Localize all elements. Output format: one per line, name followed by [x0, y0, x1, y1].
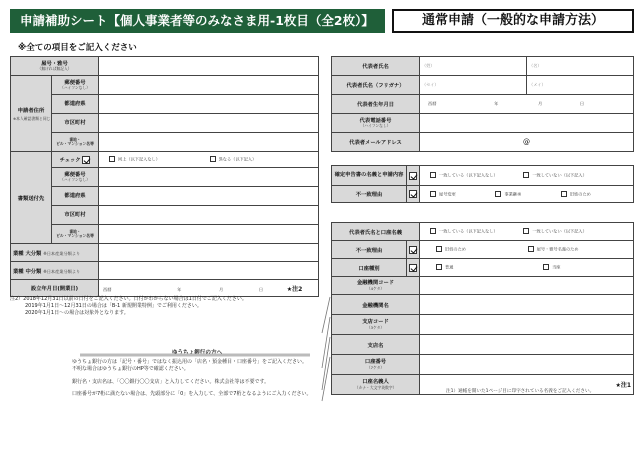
footnote-line: 2019年1月1日～12月31日の場合は「B-1 新規開業特例」でご利用ください。: [10, 303, 202, 309]
note2-marker: ★注2: [286, 285, 303, 293]
tax-mismatch-label: 不一致理由: [332, 186, 407, 203]
reason-trade-name-checkbox[interactable]: [430, 191, 436, 197]
bank-match-no-checkbox[interactable]: [523, 228, 529, 234]
rep-email-field[interactable]: @: [420, 133, 634, 152]
mailing-building-field[interactable]: [99, 225, 319, 244]
account-type-options: 普通 当座: [420, 259, 634, 277]
industry-major-field[interactable]: [99, 244, 319, 262]
different-checkbox[interactable]: [210, 156, 216, 162]
applicant-postal-label: 郵便番号 （ハイフンなし）: [52, 76, 99, 95]
bank-code-field[interactable]: [420, 277, 634, 295]
rep-mei-field[interactable]: （名）: [527, 57, 634, 76]
applicant-address-group: 申請者住所 ※本人確認書類と同じ: [11, 76, 52, 152]
mailing-building-label: 番地・ ビル・マンション名等: [52, 225, 99, 244]
mailing-check-options: [99, 152, 319, 168]
check-icon: [409, 190, 417, 198]
bank-mismatch-label: 不一致理由: [332, 241, 407, 259]
applicant-prefecture-label: 都道府県: [52, 95, 99, 114]
same-option-label: 同上（以下記入なし）: [118, 156, 160, 162]
rep-email-label: 代表者メールアドレス: [332, 133, 420, 152]
check-icon: [409, 172, 417, 180]
tax-match-no-checkbox[interactable]: [523, 172, 529, 178]
account-number-label: 口座番号 （7ケタ）: [332, 355, 420, 375]
industry-middle-label: 業種 中分類 ※日本産業分類より: [11, 262, 99, 280]
tax-match-label: 確定申告書の名義と申請内容: [332, 166, 407, 186]
bank-match-yes-checkbox[interactable]: [430, 228, 436, 234]
rep-phone-field[interactable]: [420, 114, 634, 133]
applicant-prefecture-field[interactable]: [99, 95, 319, 114]
branch-name-field[interactable]: [420, 335, 634, 355]
applicant-city-field[interactable]: [99, 114, 319, 133]
trade-name-label: 屋号・雅号 （無ければ無記入）: [11, 57, 99, 76]
account-holder-label: 口座名義人 （カナ・大文字英数字）: [332, 375, 420, 395]
note1-text: 注1）通帳を開いた1ページ目に印字されている名義をご記入ください。: [446, 389, 595, 394]
connector-line: [322, 357, 330, 401]
industry-middle-field[interactable]: [99, 262, 319, 280]
bank-name-field[interactable]: [420, 295, 634, 315]
established-date-field[interactable]: 西暦 年 月 日 ★注2: [99, 280, 319, 297]
rep-mei-kana-field[interactable]: （メイ）: [527, 76, 634, 95]
account-type-ordinary-checkbox[interactable]: [436, 264, 442, 270]
applicant-building-label: 番地・ ビル・マンション名等: [52, 133, 99, 152]
established-date-label: 設立年月日(開業日): [11, 280, 99, 297]
account-type-current-checkbox[interactable]: [543, 264, 549, 270]
connector-line: [322, 317, 330, 368]
applicant-city-label: 市区町村: [52, 114, 99, 133]
check-icon: [409, 264, 417, 272]
tax-mismatch-check: [407, 186, 420, 203]
mailing-postal-label: 郵便番号 （ハイフンなし）: [52, 168, 99, 187]
industry-major-label: 業種 大分類 ※日本産業分類より: [11, 244, 99, 262]
representative-table: [331, 56, 634, 152]
mailing-check-label: チェック: [52, 152, 99, 168]
left-form-table: [10, 56, 319, 297]
check-icon: [409, 246, 417, 254]
reason-succession-checkbox[interactable]: [495, 191, 501, 197]
trade-name-field[interactable]: [99, 57, 319, 76]
yucho-line: 不明な場合はゆうちょ銀行のHP等で確認ください。: [72, 366, 189, 373]
footnote-line: 2020年1月1日～の場合は対象外となります。: [10, 310, 129, 316]
branch-code-field[interactable]: [420, 315, 634, 335]
yucho-heading: ゆうちょ銀行の方へ: [171, 350, 223, 356]
reason-maiden-checkbox[interactable]: [561, 191, 567, 197]
applicant-building-field[interactable]: [99, 133, 319, 152]
tax-match-options: 一致している（以下記入なし） 一致していない（以下記入）: [420, 166, 634, 186]
bank-name-match-options: 一致している（以下記入なし） 一致していない（以下記入）: [420, 223, 634, 241]
bank-name-label: 金融機関名: [332, 295, 420, 315]
bank-reason-maiden-checkbox[interactable]: [436, 246, 442, 252]
mailing-address-group: 書類送付先: [11, 152, 52, 244]
bank-mismatch-options: 旧姓のため 屋号・雅号名義のため: [420, 241, 634, 259]
yucho-line: 口座番号が7桁に満たない場合は、先頭部分に「0」を入力して、全部で7桁となるようにご入力ください。: [72, 390, 312, 397]
note1-marker: ★注1: [615, 382, 632, 389]
bank-table: [331, 222, 634, 395]
account-type-label: 口座種別: [332, 259, 407, 277]
branch-name-label: 支店名: [332, 335, 420, 355]
tax-mismatch-options: 屋号変更 事業継承 旧姓のため: [420, 186, 634, 203]
rep-name-label: 代表者氏名: [332, 57, 420, 76]
applicant-postal-field[interactable]: [99, 76, 319, 95]
rep-sei-kana-field[interactable]: （セイ）: [420, 76, 527, 95]
branch-code-label: 支店コード （3ケタ）: [332, 315, 420, 335]
connector-line: [322, 297, 330, 333]
yucho-line: 銀行名・支店名は、「〇〇銀行〇〇支店」と入力してください。株式会社等は不要です。: [72, 378, 270, 385]
application-type-title: 通常申請（一般的な申請方法）: [392, 9, 634, 33]
yucho-line: ゆうちょ銀行の方は「記号・番号」ではなく振込用の「店名・預金種目・口座番号」をご記入ください。: [72, 359, 308, 366]
account-number-field[interactable]: [420, 355, 634, 375]
tax-match-check: [407, 166, 420, 186]
rep-birth-field[interactable]: 西暦 年 月 日: [420, 95, 634, 114]
rep-birth-label: 代表者生年月日: [332, 95, 420, 114]
rep-sei-field[interactable]: （姓）: [420, 57, 527, 76]
mailing-city-label: 市区町村: [52, 206, 99, 225]
mailing-city-field[interactable]: [99, 206, 319, 225]
account-type-check: [407, 259, 420, 277]
bank-reason-tradename-checkbox[interactable]: [528, 246, 534, 252]
tax-match-table: [331, 165, 634, 203]
check-icon: [82, 156, 90, 164]
bank-mismatch-check: [407, 241, 420, 259]
all-required-note: ※全ての項目をご記入ください: [18, 43, 137, 53]
footnote-line: 注2）2018年12月31日以前の日付をご記入ください。日付がわからない場合は1日付でご記入ください。: [10, 296, 247, 302]
yucho-notice: [72, 350, 322, 398]
rep-phone-label: 代表電話番号 （ハイフンなし）: [332, 114, 420, 133]
mailing-prefecture-field[interactable]: [99, 187, 319, 206]
different-option-label: 異なる（以下記入）: [218, 156, 257, 162]
connector-line: [322, 337, 330, 390]
footnotes: [10, 296, 247, 317]
tax-match-yes-checkbox[interactable]: [430, 172, 436, 178]
sheet-title: 申請補助シート【個人事業者等のみなさま用-1枚目（全2枚）】: [10, 9, 385, 33]
bank-name-match-label: 代表者氏名と口座名義: [332, 223, 420, 241]
same-checkbox[interactable]: [109, 156, 115, 162]
mailing-postal-field[interactable]: [99, 168, 319, 187]
rep-kana-label: 代表者氏名（フリガナ）: [332, 76, 420, 95]
bank-code-label: 金融機関コード （4ケタ）: [332, 277, 420, 295]
mailing-prefecture-label: 都道府県: [52, 187, 99, 206]
